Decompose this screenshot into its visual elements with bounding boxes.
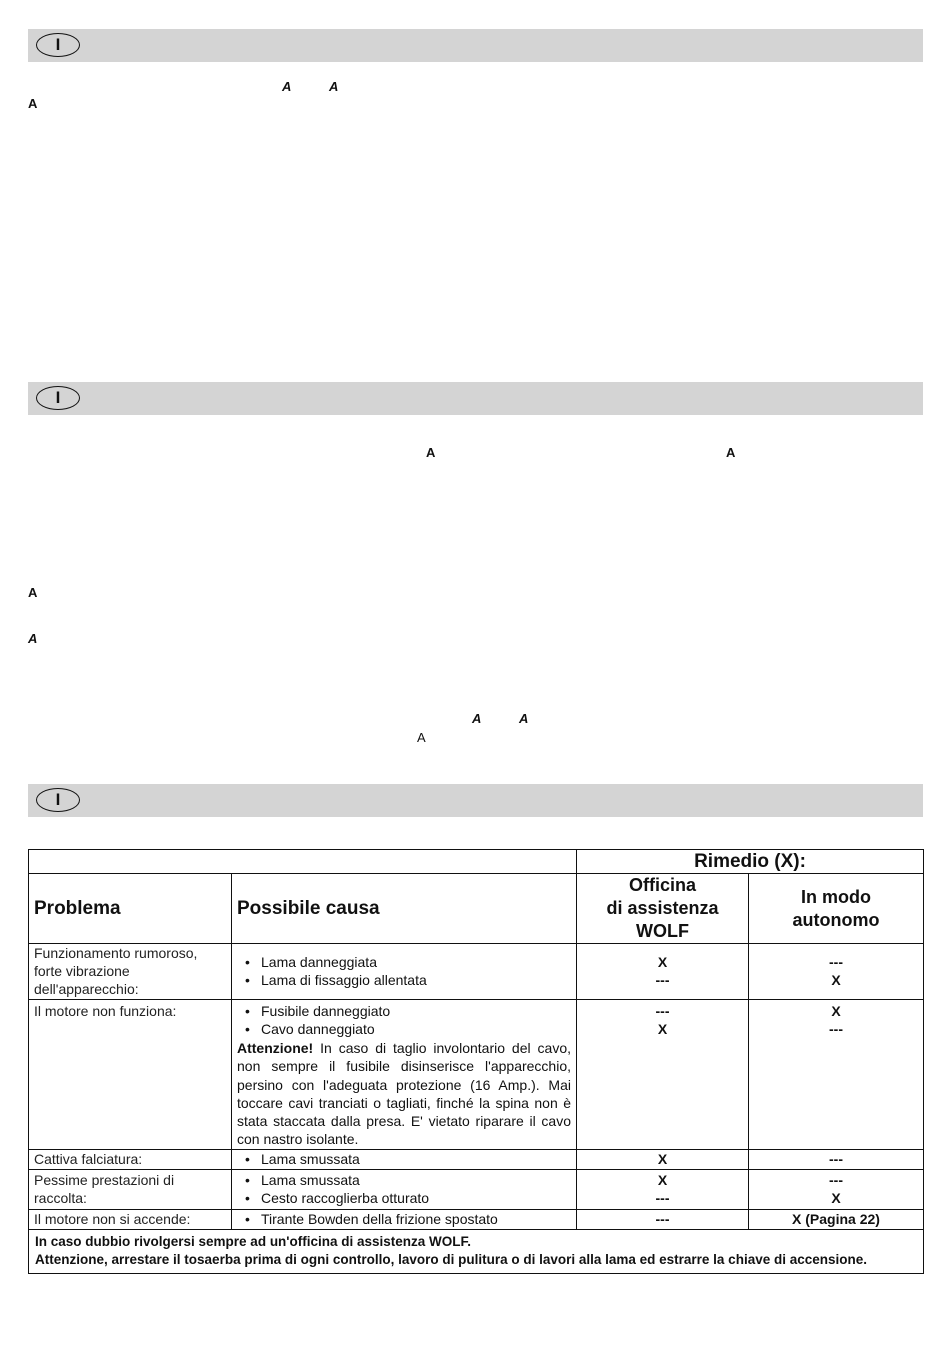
self-cell: X (Pagina 22) — [749, 1209, 924, 1229]
cause-cell — [232, 1209, 577, 1229]
footer-line-warning: Attenzione, arrestare il tosaerba prima di ogni controllo, lavoro di pulitura o di lavori alla lama ed estrarre la chiave di accensione. — [35, 1252, 868, 1268]
glyph-a: A — [282, 79, 292, 94]
table-row — [29, 944, 924, 1000]
warning-text: In caso di taglio involontario del cavo, non sempre il fusibile disinserisce l'apparecchio, persino con l'adeguata protezione (16 Amp.). Mai toccare cavi tranciati o tagliati, finché la spina non è stata staccata dalla presa. E' vietato riparare il cavo con nastro isolante. — [237, 1040, 571, 1148]
footer-line-service: In caso dubbio rivolgersi sempre ad un'officina di assistenza WOLF. — [35, 1233, 472, 1249]
cause-cell — [232, 1149, 577, 1169]
table-row — [29, 1149, 924, 1169]
table-row — [29, 1000, 924, 1150]
cause-item: • Fusibile danneggiato — [237, 1002, 571, 1020]
cause-item: • Tirante Bowden della frizione spostato — [237, 1210, 571, 1228]
cause-item: • Cesto raccoglierba otturato — [237, 1189, 571, 1207]
problem-cell: Il motore non funziona: — [29, 1000, 232, 1150]
glyph-a: A — [726, 445, 736, 460]
language-badge: I — [36, 33, 80, 57]
rimedio-header: Rimedio (X): — [577, 850, 924, 874]
troubleshooting-table — [28, 849, 924, 1274]
problem-cell: Cattiva falciatura: — [29, 1149, 232, 1169]
table-footer — [29, 1229, 924, 1273]
section-header-2 — [28, 382, 923, 415]
self-cell: --- X — [749, 1169, 924, 1209]
problem-cell: Il motore non si accende: — [29, 1209, 232, 1229]
workshop-cell: --- — [577, 1209, 749, 1229]
cause-item: • Lama danneggiata — [237, 953, 571, 971]
workshop-cell: X — [577, 1149, 749, 1169]
table-row — [29, 1169, 924, 1209]
warning-label: Attenzione! — [237, 1040, 314, 1056]
table-row — [29, 1209, 924, 1229]
workshop-cell: X --- — [577, 1169, 749, 1209]
glyph-a: A — [329, 79, 339, 94]
glyph-a: A — [28, 585, 38, 600]
section-header-1 — [28, 29, 923, 62]
column-header-workshop: Officina di assistenza WOLF — [577, 874, 749, 944]
glyph-a: A — [519, 711, 529, 726]
problem-cell: Pessime prestazioni di raccolta: — [29, 1169, 232, 1209]
problem-cell: Funzionamento rumoroso, forte vibrazione dell'apparecchio: — [29, 944, 232, 1000]
cause-cell — [232, 1169, 577, 1209]
self-cell: --- X — [749, 944, 924, 1000]
cause-cell — [232, 944, 577, 1000]
column-header-self: In modo autonomo — [749, 874, 924, 944]
cause-item: • Lama smussata — [237, 1150, 571, 1168]
warning-note — [237, 1039, 571, 1149]
glyph-a: A — [417, 730, 426, 745]
cause-cell — [232, 1000, 577, 1150]
language-badge: I — [36, 386, 80, 410]
cause-item: • Cavo danneggiato — [237, 1020, 571, 1038]
language-badge: I — [36, 788, 80, 812]
glyph-a: A — [472, 711, 482, 726]
workshop-cell: --- X — [577, 1000, 749, 1150]
glyph-a: A — [426, 445, 436, 460]
table-empty-header — [29, 850, 577, 874]
footer-note-cell — [29, 1229, 924, 1273]
glyph-a: A — [28, 631, 38, 646]
cause-item: • Lama smussata — [237, 1171, 571, 1189]
cause-item: • Lama di fissaggio allentata — [237, 971, 571, 989]
self-cell: --- — [749, 1149, 924, 1169]
column-header-cause: Possibile causa — [232, 874, 577, 944]
section-header-3 — [28, 784, 923, 817]
workshop-cell: X --- — [577, 944, 749, 1000]
glyph-a: A — [28, 96, 38, 111]
self-cell: X --- — [749, 1000, 924, 1150]
column-header-problem: Problema — [29, 874, 232, 944]
